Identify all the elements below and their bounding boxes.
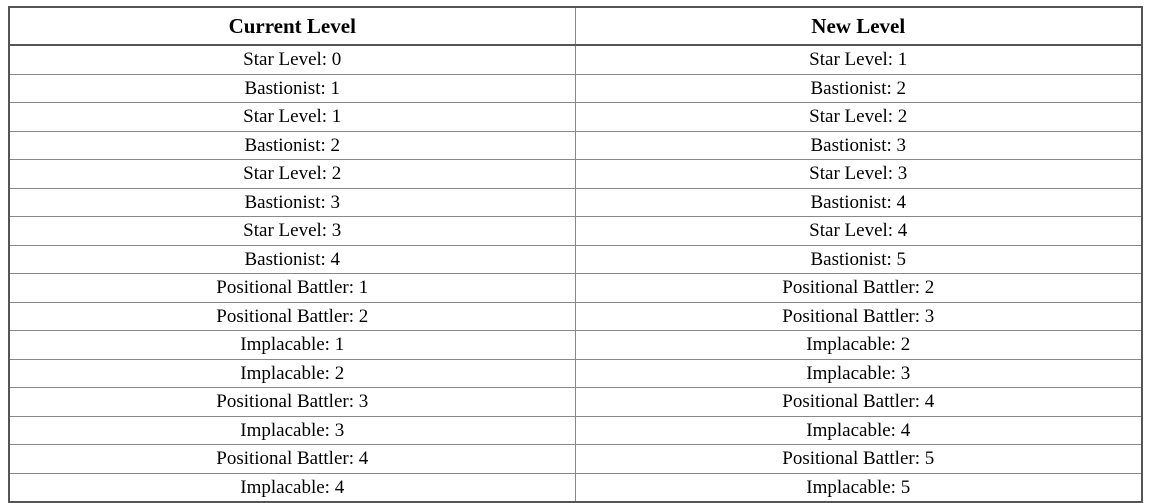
cell-current-level: Implacable: 1	[9, 331, 575, 360]
cell-new-level: Positional Battler: 5	[575, 445, 1142, 474]
level-comparison-table	[8, 6, 1143, 503]
table-row	[9, 388, 1142, 417]
cell-current-level: Positional Battler: 1	[9, 274, 575, 303]
table-row	[9, 274, 1142, 303]
cell-new-level: Implacable: 2	[575, 331, 1142, 360]
cell-new-level: Star Level: 4	[575, 217, 1142, 246]
cell-new-level: Bastionist: 5	[575, 245, 1142, 274]
column-header-current-level: Current Level	[9, 7, 575, 45]
cell-new-level: Implacable: 3	[575, 359, 1142, 388]
table-row	[9, 131, 1142, 160]
cell-current-level: Bastionist: 4	[9, 245, 575, 274]
table-row	[9, 473, 1142, 502]
table-row	[9, 416, 1142, 445]
table-row	[9, 74, 1142, 103]
cell-new-level: Positional Battler: 4	[575, 388, 1142, 417]
table-row	[9, 45, 1142, 74]
cell-current-level: Implacable: 3	[9, 416, 575, 445]
table-row	[9, 302, 1142, 331]
cell-current-level: Star Level: 2	[9, 160, 575, 189]
table-row	[9, 160, 1142, 189]
cell-current-level: Star Level: 3	[9, 217, 575, 246]
cell-current-level: Bastionist: 3	[9, 188, 575, 217]
table-row	[9, 217, 1142, 246]
table-row	[9, 103, 1142, 132]
table-row	[9, 331, 1142, 360]
cell-new-level: Positional Battler: 2	[575, 274, 1142, 303]
cell-new-level: Implacable: 5	[575, 473, 1142, 502]
column-header-new-level: New Level	[575, 7, 1142, 45]
table-head	[9, 7, 1142, 45]
cell-current-level: Positional Battler: 2	[9, 302, 575, 331]
cell-current-level: Implacable: 2	[9, 359, 575, 388]
cell-current-level: Positional Battler: 3	[9, 388, 575, 417]
table-row	[9, 359, 1142, 388]
cell-new-level: Bastionist: 2	[575, 74, 1142, 103]
cell-current-level: Implacable: 4	[9, 473, 575, 502]
cell-new-level: Star Level: 3	[575, 160, 1142, 189]
table-row	[9, 188, 1142, 217]
cell-current-level: Bastionist: 2	[9, 131, 575, 160]
table-header-row	[9, 7, 1142, 45]
table-row	[9, 245, 1142, 274]
cell-new-level: Star Level: 1	[575, 45, 1142, 74]
cell-current-level: Bastionist: 1	[9, 74, 575, 103]
cell-new-level: Star Level: 2	[575, 103, 1142, 132]
table-body	[9, 45, 1142, 502]
cell-current-level: Star Level: 0	[9, 45, 575, 74]
cell-new-level: Positional Battler: 3	[575, 302, 1142, 331]
table-row	[9, 445, 1142, 474]
cell-new-level: Implacable: 4	[575, 416, 1142, 445]
cell-new-level: Bastionist: 3	[575, 131, 1142, 160]
cell-current-level: Star Level: 1	[9, 103, 575, 132]
cell-current-level: Positional Battler: 4	[9, 445, 575, 474]
cell-new-level: Bastionist: 4	[575, 188, 1142, 217]
